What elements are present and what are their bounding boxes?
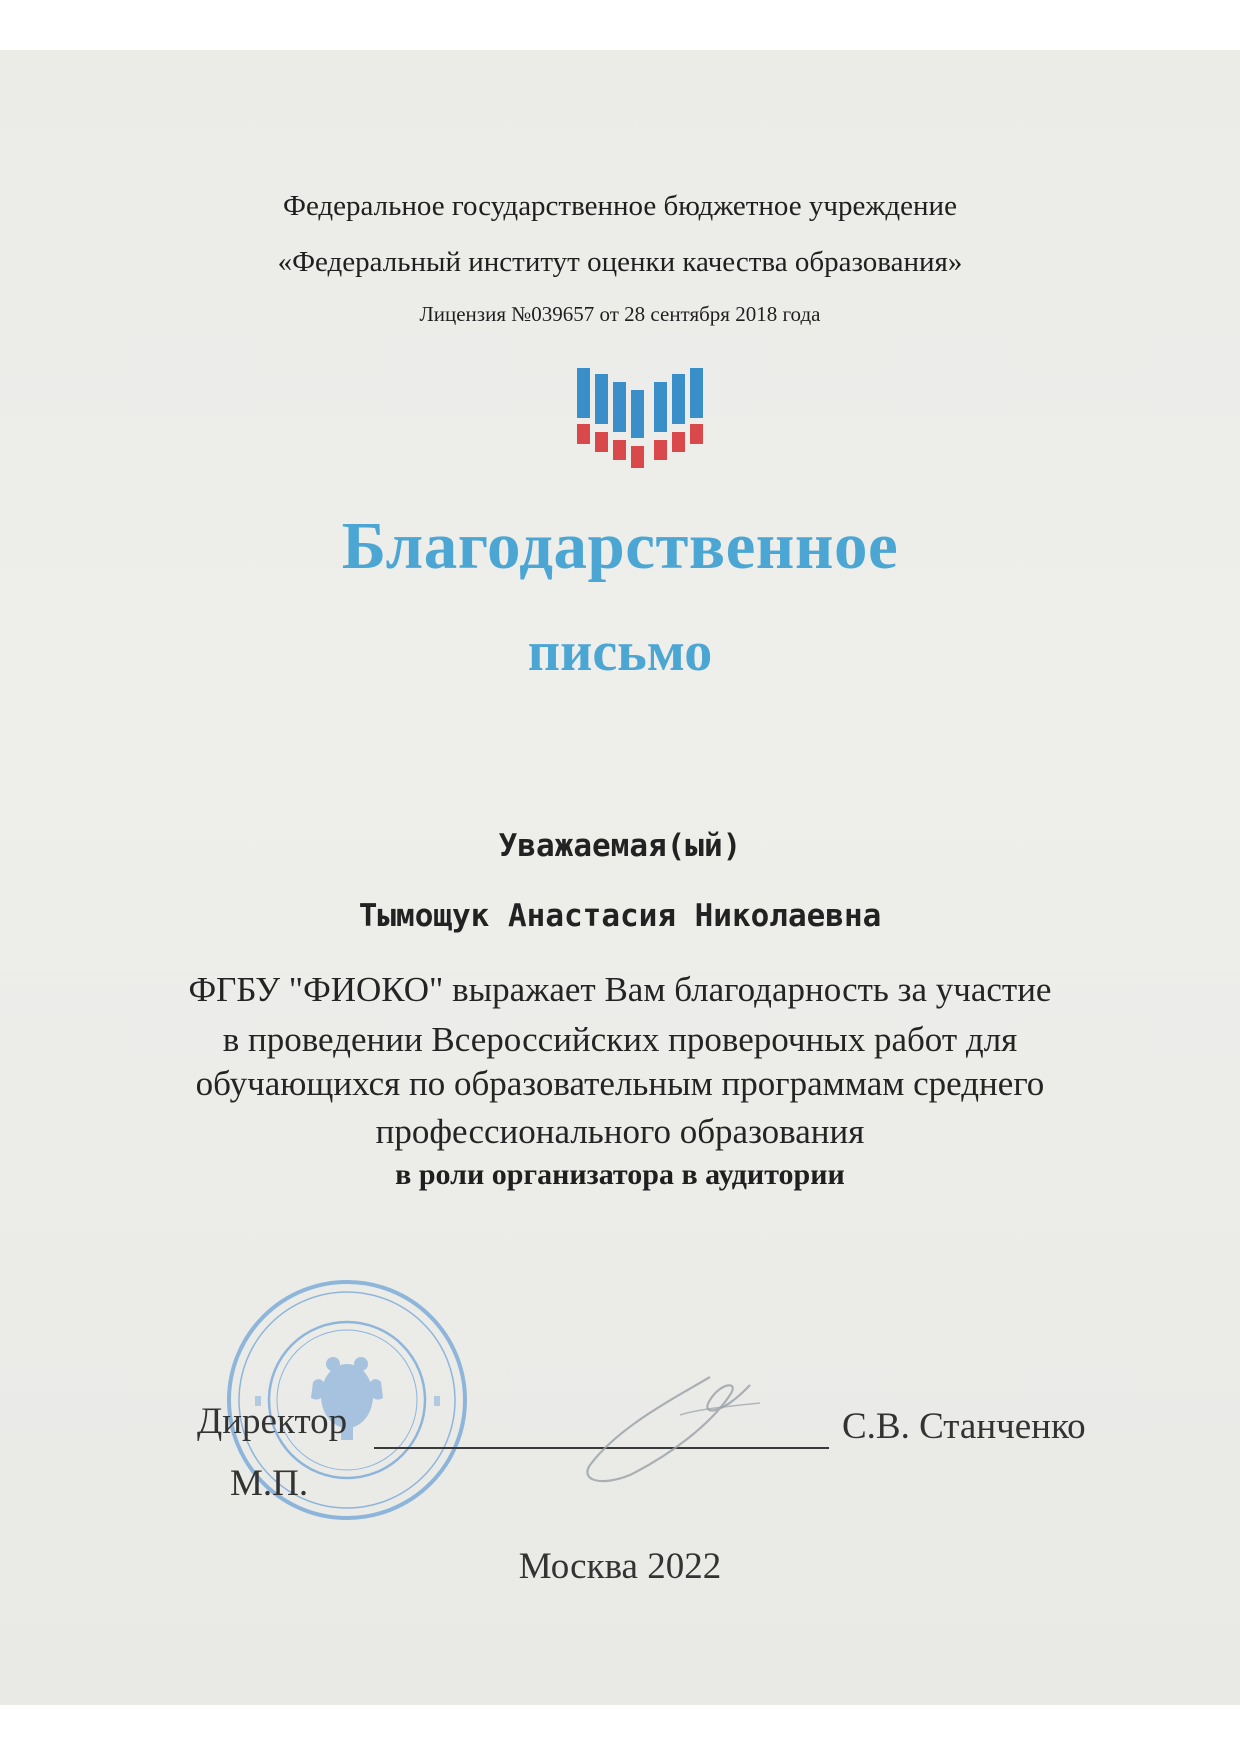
body-text-line: обучающихся по образовательным программам среднего [195, 1064, 1045, 1103]
body-text-line: ФГБУ "ФИОКО" выражает Вам благодарность за участие [188, 970, 1052, 1009]
handwritten-signature-icon [560, 1355, 780, 1495]
letter-title: Благодарственное [341, 509, 899, 583]
fioko-logo-icon [575, 360, 705, 480]
seal-label: М.П. [230, 1463, 309, 1504]
letter-sheet [0, 50, 1240, 1705]
organization-full-title: «Федеральный институт оценки качества образования» [277, 246, 963, 278]
organization-name: Федеральное государственное бюджетное учреждение [283, 190, 957, 222]
body-text-line: в проведении Всероссийских проверочных работ для [222, 1020, 1018, 1059]
city-and-year: Москва 2022 [518, 1546, 722, 1587]
recipient-name: Тымощук Анастасия Николаевна [358, 898, 882, 934]
signatory-name: С.В. Станченко [842, 1406, 1086, 1447]
signatory-position: Директор [197, 1401, 348, 1442]
letter-title-second-line: письмо [527, 621, 713, 683]
greeting: Уважаемая(ый) [498, 828, 742, 864]
license-info: Лицензия №039657 от 28 сентября 2018 года [419, 302, 821, 326]
participant-role: в роли организатора в аудитории [395, 1158, 845, 1191]
body-text-line: профессионального образования [375, 1112, 865, 1151]
